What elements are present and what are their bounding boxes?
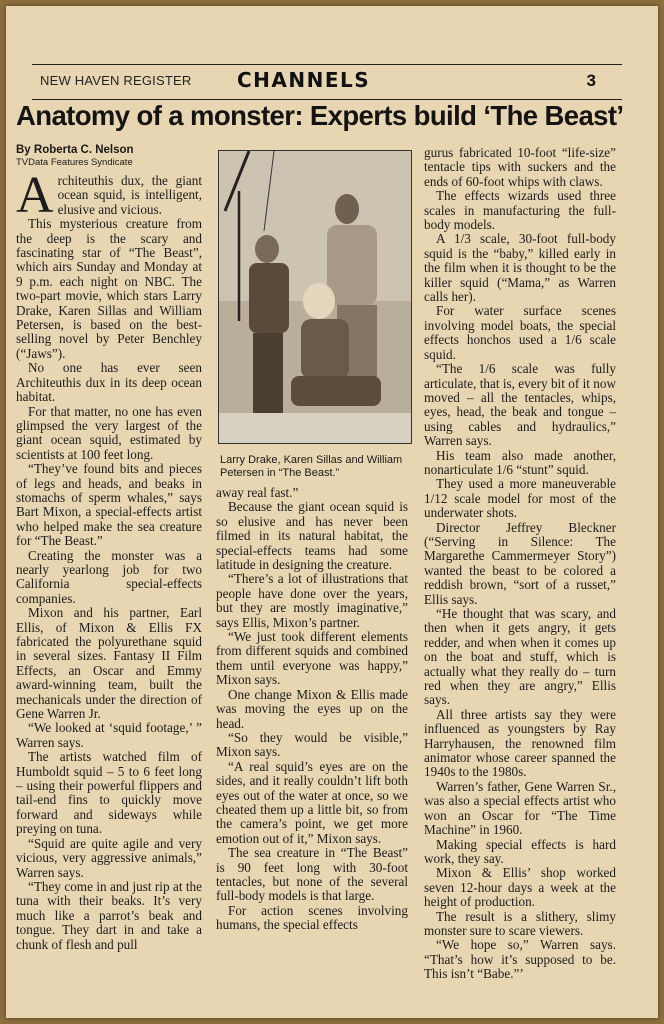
- paragraph: “We hope so,” Warren says. “That’s how it’s supposed to be. This isn’t “Babe.”’: [424, 937, 616, 982]
- paragraph: No one has ever seen Architeuthis dux in its deep ocean habitat.: [16, 360, 202, 405]
- article-column-2: [216, 486, 408, 933]
- paragraph: away real fast.”: [216, 485, 299, 500]
- paragraph: “We just took different elements from different squids and combined them until everyone was happy,” Mixon says.: [216, 629, 408, 688]
- paragraph: For that matter, no one has even glimpsed the very largest of the giant ocean squid, estimated by scientists at 100 feet long.: [16, 403, 202, 462]
- paragraph: rchiteuthis dux, the giant ocean squid, is intelligent, elusive and vicious.: [57, 173, 202, 217]
- paragraph: “So they would be visible,” Mixon says.: [216, 729, 408, 760]
- paragraph: “A real squid’s eyes are on the sides, and it really couldn’t lift both eyes out of the water at once, so we cheated them up a little bit, so from the camera’s point, we get more emotion out of it,” Mixon says.: [216, 758, 408, 846]
- paragraph: They used a more maneuverable 1/12 scale model for most of the underwater shots.: [424, 476, 616, 521]
- newspaper-clipping: [6, 6, 658, 1018]
- article-column-3: [424, 146, 616, 982]
- paragraph: Warren’s father, Gene Warren Sr., was also a special effects artist who won an Oscar for “The Time Machine” in 1960.: [424, 778, 616, 838]
- masthead: [32, 64, 622, 100]
- paragraph: Mixon & Ellis’ shop worked seven 12-hour days a week at the height of production.: [424, 865, 616, 910]
- paragraph: This mysterious creature from the deep is the scary and fascinating star of “The Beast”, which airs Sunday and Monday at 9 p.m. each night on NBC. The two-part movie, which stars Larry Drake, Karen Sillas and William Petersen, is based on the best-selling novel by Peter Benchley (“Jaws”).: [16, 216, 202, 361]
- paragraph: For action scenes involving humans, the special effects: [216, 902, 408, 933]
- paragraph: “We looked at ‘squid footage,’ ” Warren says.: [16, 720, 202, 750]
- paper-name: NEW HAVEN REGISTER: [40, 73, 192, 88]
- paragraph: The sea creature in “The Beast” is 90 feet long with 30-foot tentacles, but none of the several full-body models is that large.: [216, 845, 408, 904]
- paragraph: The result is a slithery, slimy monster sure to scare viewers.: [424, 908, 616, 938]
- section-title: CHANNELS: [237, 68, 371, 92]
- paragraph: Creating the monster was a nearly yearlong job for two California special-effects companies.: [16, 547, 202, 606]
- paragraph: Because the giant ocean squid is so elusive and has never been filmed in its natural habitat, the special-effects teams had some latitude in designing the creature.: [216, 499, 408, 573]
- syndicate-credit: TVData Features Syndicate: [16, 157, 133, 168]
- paragraph: “They’ve found bits and pieces of legs and heads, and beaks in stomachs of sperm whales,” says Bart Mixon, a special-effects artist who helped make the sea creature for “The Beast.”: [16, 461, 202, 549]
- paragraph: “They come in and just rip at the tuna with their beaks. It’s very much like a parrot’s beak and tongue. They dart in and take a chunk of flesh and pull: [16, 878, 202, 952]
- paragraph: Making special effects is hard work, they say.: [424, 836, 616, 866]
- page-number: 3: [586, 71, 596, 90]
- paragraph: “There’s a lot of illustrations that people have done over the years, but they are mostly imaginative,” says Ellis, Mixon’s partner.: [216, 571, 408, 630]
- photo-illustration: [219, 151, 411, 443]
- headline: Anatomy of a monster: Experts build ‘The Beast’: [16, 100, 624, 131]
- paragraph: Director Jeffrey Bleckner (“Serving in Silence: The Margarethe Cammermeyer Story”) wanted the beast to be colored a reddish brown, “sort of a russet,” Ellis says.: [424, 519, 616, 607]
- paragraph: The effects wizards used three scales in manufacturing the full-body models.: [424, 188, 616, 233]
- photo-caption: Larry Drake, Karen Sillas and William Petersen in “The Beast.”: [220, 454, 403, 479]
- article-photo: [218, 150, 412, 444]
- paragraph: “He thought that was scary, and then when it gets angry, it gets redder, and when when it comes up on the boat and stuff, which is actually what they really do – turn red when they are angry,” Ellis says.: [424, 606, 616, 708]
- paragraph: Mixon and his partner, Earl Ellis, of Mixon & Ellis FX fabricated the polyurethane squid in several sizes. Fantasy II Film Effects, an Oscar and Emmy award-winning team, built the mechanicals under the direction of Gene Warren Jr.: [16, 605, 202, 722]
- paragraph: A 1/3 scale, 30-foot full-body squid is the “baby,” killed early in the film when it is thought to be the killer squid (“Mama,” as Warren calls her).: [424, 231, 616, 305]
- paragraph: “The 1/6 scale was fully articulate, that is, every bit of it now moved – all the tentacles, whips, eyes, head, the beak and tongue – using cables and hydraulics,” Warren says.: [424, 361, 616, 449]
- paragraph: “Squid are quite agile and very vicious, very aggressive animals,” Warren says.: [16, 835, 202, 880]
- byline: By Roberta C. Nelson: [16, 144, 134, 156]
- paragraph: One change Mixon & Ellis made was moving the eyes up on the head.: [216, 686, 408, 731]
- paragraph: gurus fabricated 10-foot “life-size” tentacle tips with suckers and the ends of 60-foot whips with claws.: [424, 145, 616, 189]
- paragraph: For water surface scenes involving model boats, the special effects honchos used a 1/6 scale squid.: [424, 303, 616, 362]
- drop-cap: A: [16, 167, 54, 224]
- paragraph: His team also made another, nonarticulate 1/6 “stunt” squid.: [424, 447, 616, 477]
- paragraph: The artists watched film of Humboldt squid – 5 to 6 feet long – using their powerful flippers and tail-end fins to quickly move forward and sideways while preying on tuna.: [16, 749, 202, 837]
- paragraph: All three artists say they were influenced as youngsters by Ray Harryhausen, the renowned film animator whose career spanned the 1940s to the 1980s.: [424, 706, 616, 780]
- article-column-1: [16, 167, 202, 952]
